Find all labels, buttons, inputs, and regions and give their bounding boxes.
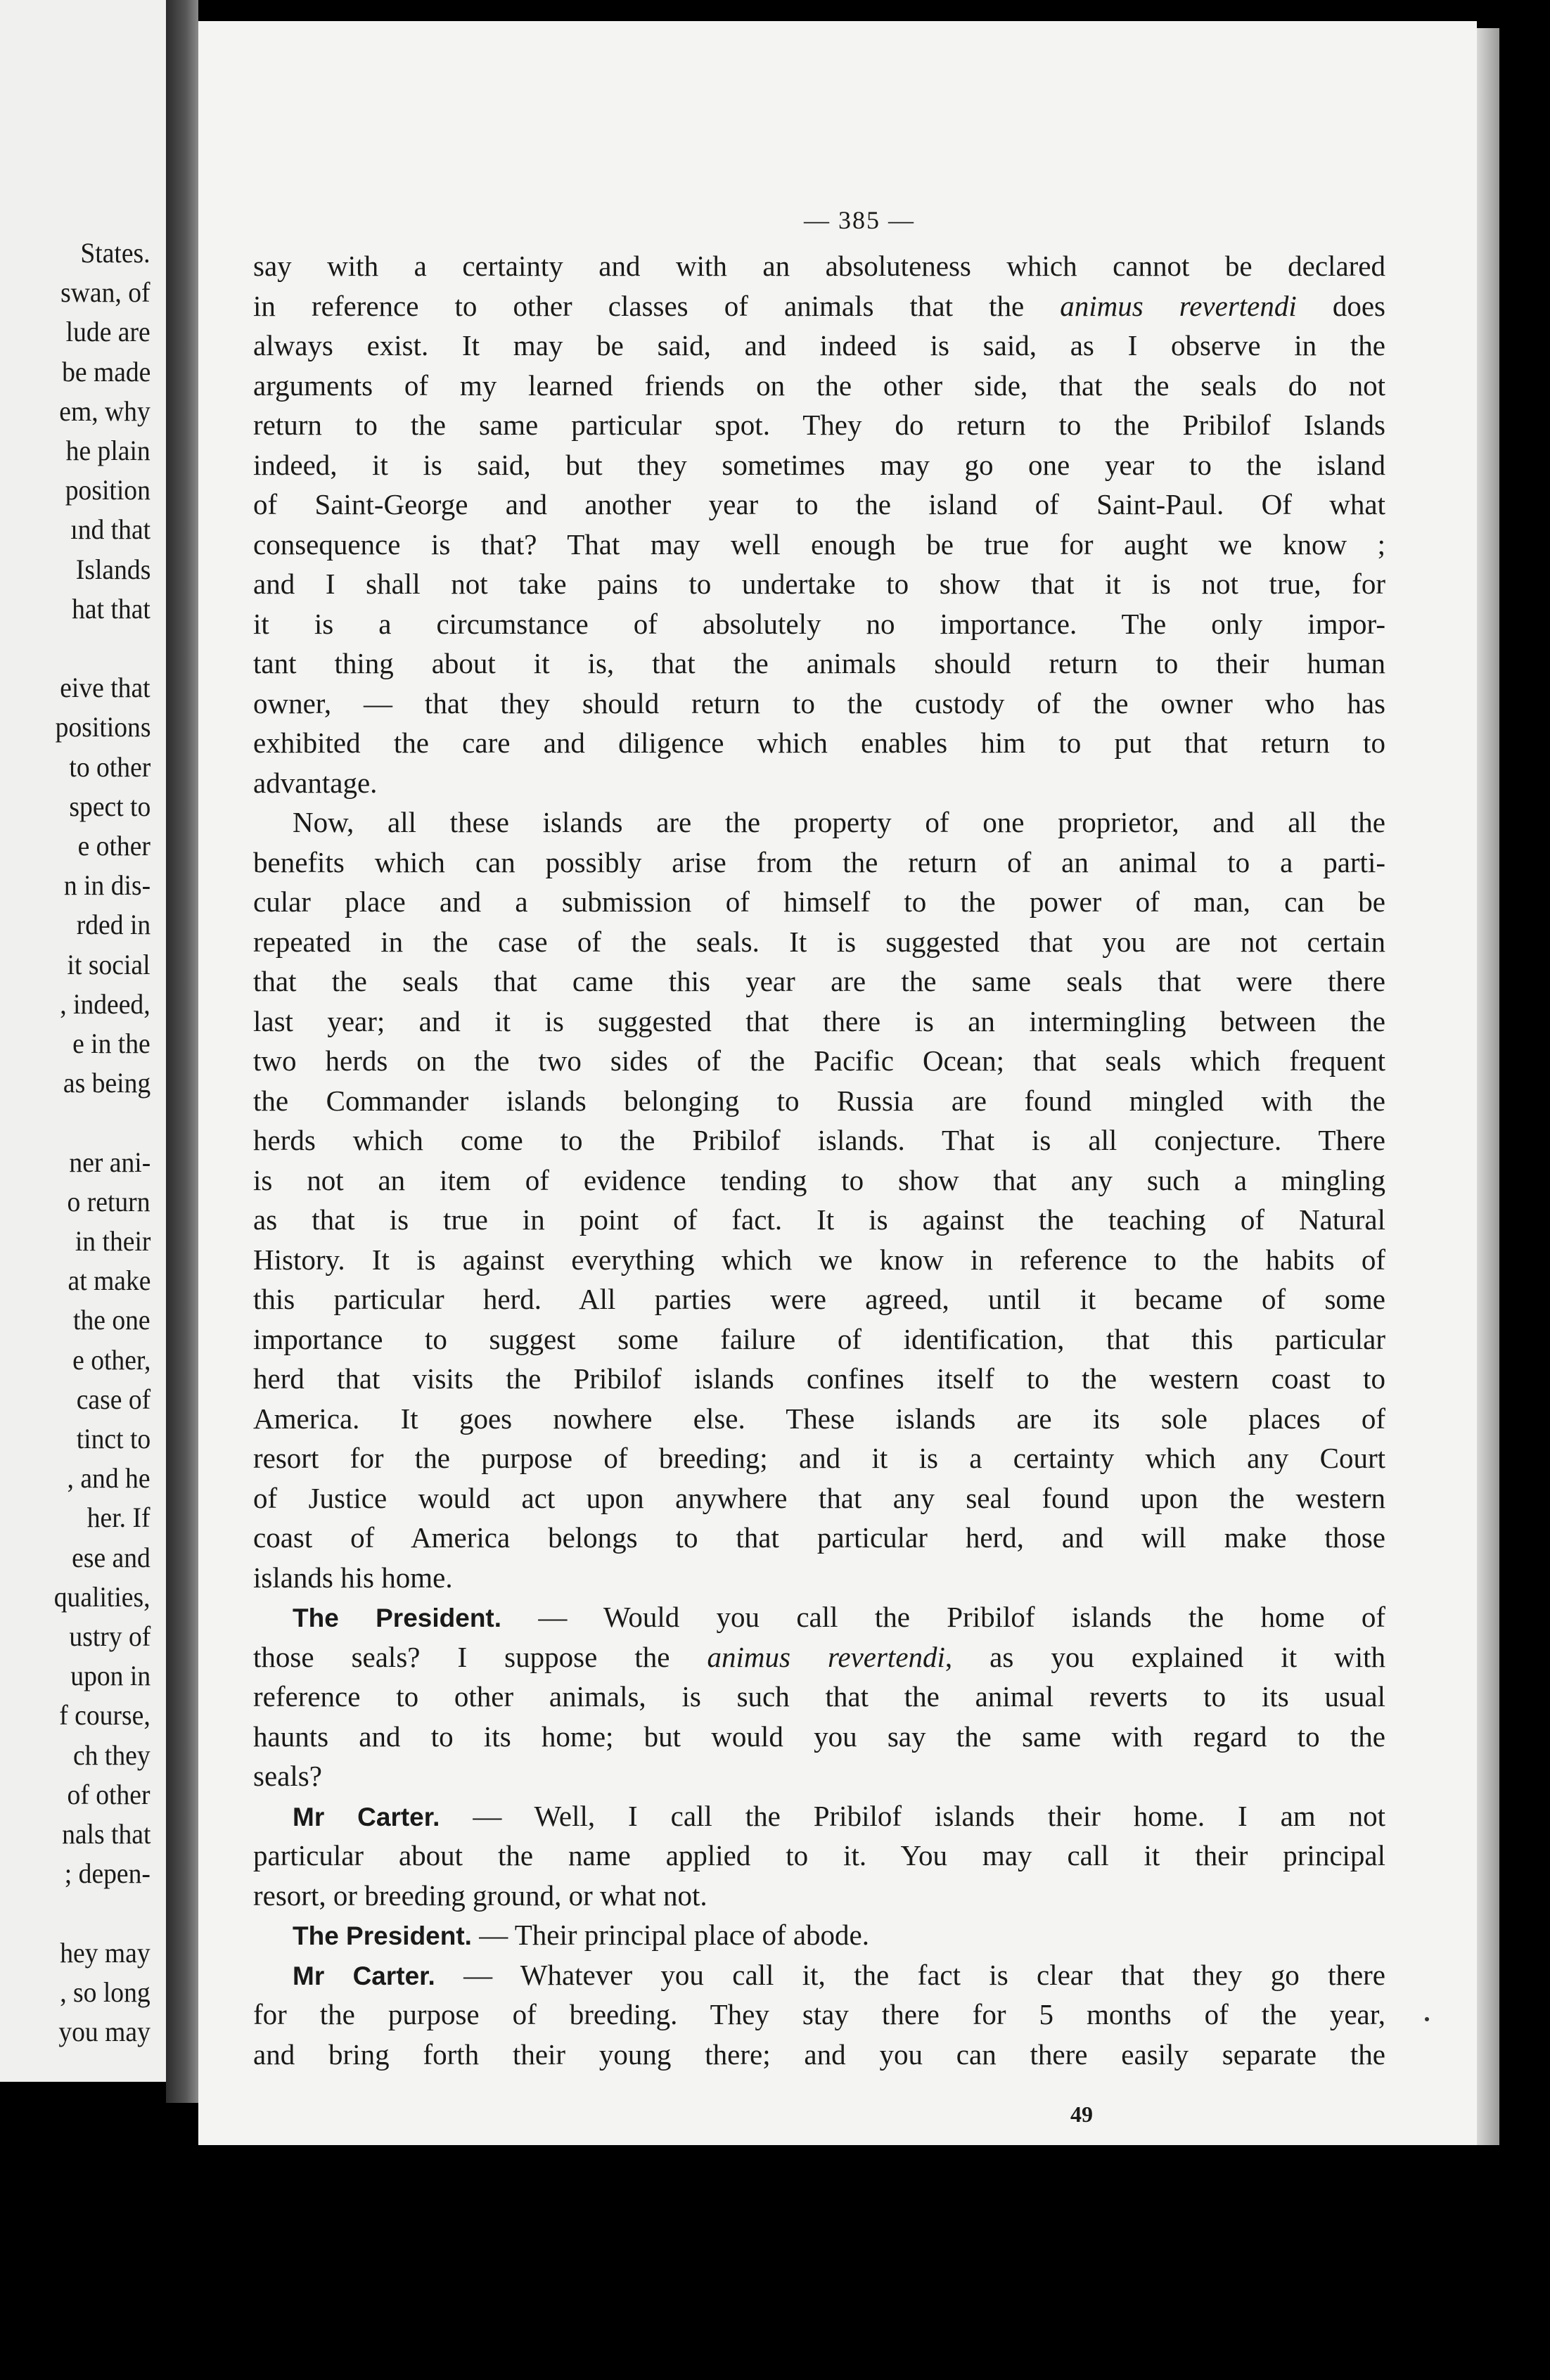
line-text: of Justice would act upon anywhere that any seal found upon the western bbox=[253, 1481, 1385, 1514]
line-text: arguments of my learned friends on the other side, that the seals do not bbox=[253, 369, 1385, 402]
text-line bbox=[253, 604, 1385, 644]
text-line bbox=[253, 1359, 1385, 1399]
speaker-name: Mr Carter. bbox=[293, 1961, 435, 1990]
line-text: and I shall not take pains to undertake to show that it is not true, for bbox=[253, 568, 1385, 600]
text-line bbox=[253, 882, 1385, 922]
text-line bbox=[253, 763, 1385, 803]
previous-page-line: swan, of bbox=[60, 276, 150, 309]
previous-page-line: f course, bbox=[59, 1699, 150, 1732]
previous-page-line: to other bbox=[69, 750, 150, 783]
book-gutter bbox=[166, 0, 198, 2103]
text-line bbox=[253, 1915, 1385, 1955]
line-text: — Whatever you call it, the fact is clear that they go there bbox=[435, 1958, 1385, 1991]
previous-page-line: ese and bbox=[72, 1541, 150, 1573]
line-text: of Saint-George and another year to the island of Saint-Paul. Of what bbox=[253, 488, 1385, 520]
previous-page-line: ; depen- bbox=[64, 1857, 150, 1890]
line-text: and bring forth their young there; and you can there easily separate the bbox=[253, 2037, 1385, 2071]
previous-page-line: hey may bbox=[60, 1936, 150, 1969]
line-text: last year; and it is suggested that there is an intermingling between the bbox=[253, 1004, 1385, 1037]
text-line bbox=[253, 525, 1385, 565]
previous-page-line: lude are bbox=[65, 316, 150, 348]
previous-page-line: of other bbox=[68, 1778, 150, 1810]
page-right-edge bbox=[1477, 28, 1499, 2145]
text-line bbox=[253, 1756, 1385, 1796]
previous-page-line: , indeed, bbox=[60, 987, 150, 1020]
text-line bbox=[253, 1558, 1385, 1598]
previous-page-line: be made bbox=[61, 355, 150, 388]
line-text: as that is true in point of fact. It is against the teaching of Natural bbox=[253, 1203, 1385, 1236]
previous-page-line: ch they bbox=[73, 1739, 150, 1771]
text-line bbox=[253, 2035, 1385, 2075]
line-text: — Their principal place of abode. bbox=[471, 1919, 870, 1951]
line-text: importance to suggest some failure of identification, that this particular bbox=[253, 1322, 1385, 1355]
line-text: — Well, I call the Pribilof islands their home. I am not bbox=[440, 1799, 1385, 1832]
line-text: haunts and to its home; but would you say the same with regard to the bbox=[253, 1720, 1385, 1753]
text-line bbox=[253, 564, 1385, 604]
previous-page-line: he plain bbox=[65, 435, 150, 466]
book-page bbox=[198, 21, 1477, 2145]
text-line bbox=[253, 1955, 1385, 1995]
text-line bbox=[253, 1081, 1385, 1121]
speaker-name: Mr Carter. bbox=[293, 1802, 440, 1831]
text-line bbox=[253, 1995, 1385, 2035]
line-text: islands his home. bbox=[253, 1561, 453, 1594]
text-line bbox=[253, 1200, 1385, 1240]
line-text: America. It goes nowhere else. These islands are its sole places of bbox=[253, 1402, 1385, 1435]
text-line bbox=[253, 1279, 1385, 1319]
previous-page-line: e in the bbox=[72, 1028, 150, 1059]
previous-page-line: in their bbox=[75, 1225, 150, 1257]
text-line bbox=[253, 1796, 1385, 1836]
text-line bbox=[253, 1399, 1385, 1439]
line-text: always exist. It may be said, and indeed is said, as I observe in the bbox=[253, 329, 1385, 362]
line-text: herds which come to the Pribilof islands. That is all conjecture. There bbox=[253, 1124, 1385, 1156]
previous-page-line: n in dis- bbox=[63, 869, 150, 902]
line-text: tant thing about it is, that the animals should return to their human bbox=[253, 647, 1385, 679]
line-text: is not an item of evidence tending to show that any such a mingling bbox=[253, 1163, 1385, 1196]
text-line bbox=[253, 1240, 1385, 1280]
previous-page-line: as being bbox=[63, 1067, 150, 1099]
line-text: two herds on the two sides of the Pacific Ocean; that seals which frequent bbox=[253, 1044, 1385, 1077]
text-line bbox=[253, 326, 1385, 366]
text-line bbox=[253, 1717, 1385, 1757]
line-text: herd that visits the Pribilof islands confines itself to the western coast to bbox=[253, 1362, 1385, 1395]
text-line bbox=[253, 1438, 1385, 1478]
text-line bbox=[253, 1597, 1385, 1637]
previous-page-line: States. bbox=[80, 237, 150, 269]
line-text: particular about the name applied to it. You may call it their principal bbox=[253, 1839, 1385, 1872]
line-text: History. It is against everything which we know in reference to the habits of bbox=[253, 1243, 1385, 1276]
line-text: consequence is that? That may well enough be true for aught we know ; bbox=[253, 527, 1385, 561]
previous-page-line: her. If bbox=[87, 1502, 150, 1534]
previous-page-line: upon in bbox=[70, 1660, 150, 1692]
text-line bbox=[253, 802, 1385, 843]
line-text: cular place and a submission of himself to the power of man, can be bbox=[253, 885, 1385, 918]
text-line bbox=[253, 1677, 1385, 1717]
line-text: resort, or breeding ground, or what not. bbox=[253, 1879, 707, 1912]
speaker-name: The President. bbox=[293, 1604, 502, 1632]
previous-page-line: eive that bbox=[60, 672, 150, 704]
line-text: for the purpose of breeding. They stay there for 5 months of the year, bbox=[253, 1998, 1385, 2030]
line-text: owner, — that they should return to the custody of the owner who has bbox=[253, 686, 1385, 719]
line-text: say with a certainty and with an absoluteness which cannot be declared bbox=[253, 250, 1385, 282]
line-text: coast of America belongs to that particular herd, and will make those bbox=[253, 1521, 1385, 1554]
text-line bbox=[253, 1876, 1385, 1916]
previous-page-line: spect to bbox=[69, 790, 150, 822]
text-line bbox=[253, 723, 1385, 763]
ink-speck bbox=[1425, 2017, 1429, 2021]
previous-page-line: Islands bbox=[75, 553, 150, 585]
line-text: seals? bbox=[253, 1760, 322, 1792]
line-text: — Would you call the Pribilof islands the home of bbox=[501, 1601, 1385, 1633]
speaker-name: The President. bbox=[293, 1921, 472, 1950]
previous-page-line: ınd that bbox=[70, 513, 150, 546]
previous-page-line: you may bbox=[58, 2016, 150, 2047]
previous-page-line: case of bbox=[76, 1383, 150, 1415]
previous-page-edge bbox=[0, 0, 166, 2082]
text-line bbox=[253, 485, 1385, 525]
line-text: Now, all these islands are the property of one proprietor, and all the bbox=[293, 806, 1385, 838]
text-line bbox=[253, 1319, 1385, 1359]
previous-page-line: e other, bbox=[72, 1343, 150, 1376]
previous-page-line: hat that bbox=[72, 592, 150, 625]
text-line bbox=[253, 246, 1385, 286]
line-text: this particular herd. All parties were agreed, until it became of some bbox=[253, 1283, 1385, 1315]
previous-page-line: ner ani- bbox=[69, 1146, 150, 1178]
previous-page-line: e other bbox=[77, 830, 150, 862]
line-text: benefits which can possibly arise from the return of an animal to a parti- bbox=[253, 845, 1385, 878]
line-text: the Commander islands belonging to Russia are found mingled with the bbox=[253, 1084, 1385, 1117]
previous-page-line: it social bbox=[68, 948, 150, 980]
line-text: exhibited the care and diligence which enables him to put that return to bbox=[253, 727, 1385, 759]
text-line bbox=[253, 1518, 1385, 1558]
previous-page-line: rded in bbox=[76, 909, 150, 941]
previous-page-line: , so long bbox=[60, 1976, 150, 2008]
line-text: that the seals that came this year are the same seals that were there bbox=[253, 965, 1385, 997]
previous-page-line: em, why bbox=[59, 395, 150, 427]
text-line bbox=[253, 1041, 1385, 1081]
previous-page-line: positions bbox=[55, 711, 150, 743]
text-line bbox=[253, 1836, 1385, 1876]
line-text: repeated in the case of the seals. It is suggested that you are not certain bbox=[253, 925, 1385, 958]
line-text: advantage. bbox=[253, 766, 378, 799]
previous-page-line: position bbox=[65, 474, 150, 506]
text-line bbox=[253, 684, 1385, 724]
text-line bbox=[253, 286, 1385, 326]
line-text: in reference to other classes of animals that the animus revertendi does bbox=[253, 289, 1385, 322]
previous-page-line: tinct to bbox=[76, 1423, 150, 1454]
text-line bbox=[253, 922, 1385, 962]
line-text: return to the same particular spot. They do return to the Pribilof Islands bbox=[253, 409, 1385, 441]
text-line bbox=[253, 405, 1385, 445]
previous-page-line: nals that bbox=[61, 1818, 150, 1850]
previous-page-line: , and he bbox=[68, 1462, 150, 1495]
line-text: indeed, it is said, but they sometimes may go one year to the island bbox=[253, 448, 1385, 481]
page-number: — 385 — bbox=[804, 206, 915, 234]
line-text: resort for the purpose of breeding; and it is a certainty which any Court bbox=[253, 1442, 1385, 1474]
text-line bbox=[253, 843, 1385, 883]
printer-signature-mark: 49 bbox=[1070, 2101, 1093, 2127]
text-line bbox=[253, 1120, 1385, 1160]
text-line bbox=[253, 1637, 1385, 1677]
previous-page-line: o return bbox=[68, 1185, 150, 1217]
text-line bbox=[253, 366, 1385, 406]
line-text: those seals? I suppose the animus revertendi, as you explained it with bbox=[253, 1640, 1385, 1673]
previous-page-line: the one bbox=[73, 1304, 150, 1336]
text-line bbox=[253, 644, 1385, 684]
text-line bbox=[253, 445, 1385, 485]
text-line bbox=[253, 1002, 1385, 1042]
page-body-text bbox=[253, 246, 1385, 2074]
text-line bbox=[253, 961, 1385, 1002]
text-line bbox=[253, 1478, 1385, 1518]
line-text: it is a circumstance of absolutely no importance. The only impor- bbox=[253, 607, 1385, 640]
text-line bbox=[253, 1160, 1385, 1201]
previous-page-line: ustry of bbox=[69, 1620, 150, 1652]
previous-page-line: at make bbox=[68, 1265, 150, 1297]
previous-page-line: qualities, bbox=[54, 1580, 150, 1613]
line-text: reference to other animals, is such that the animal reverts to its usual bbox=[253, 1680, 1385, 1713]
